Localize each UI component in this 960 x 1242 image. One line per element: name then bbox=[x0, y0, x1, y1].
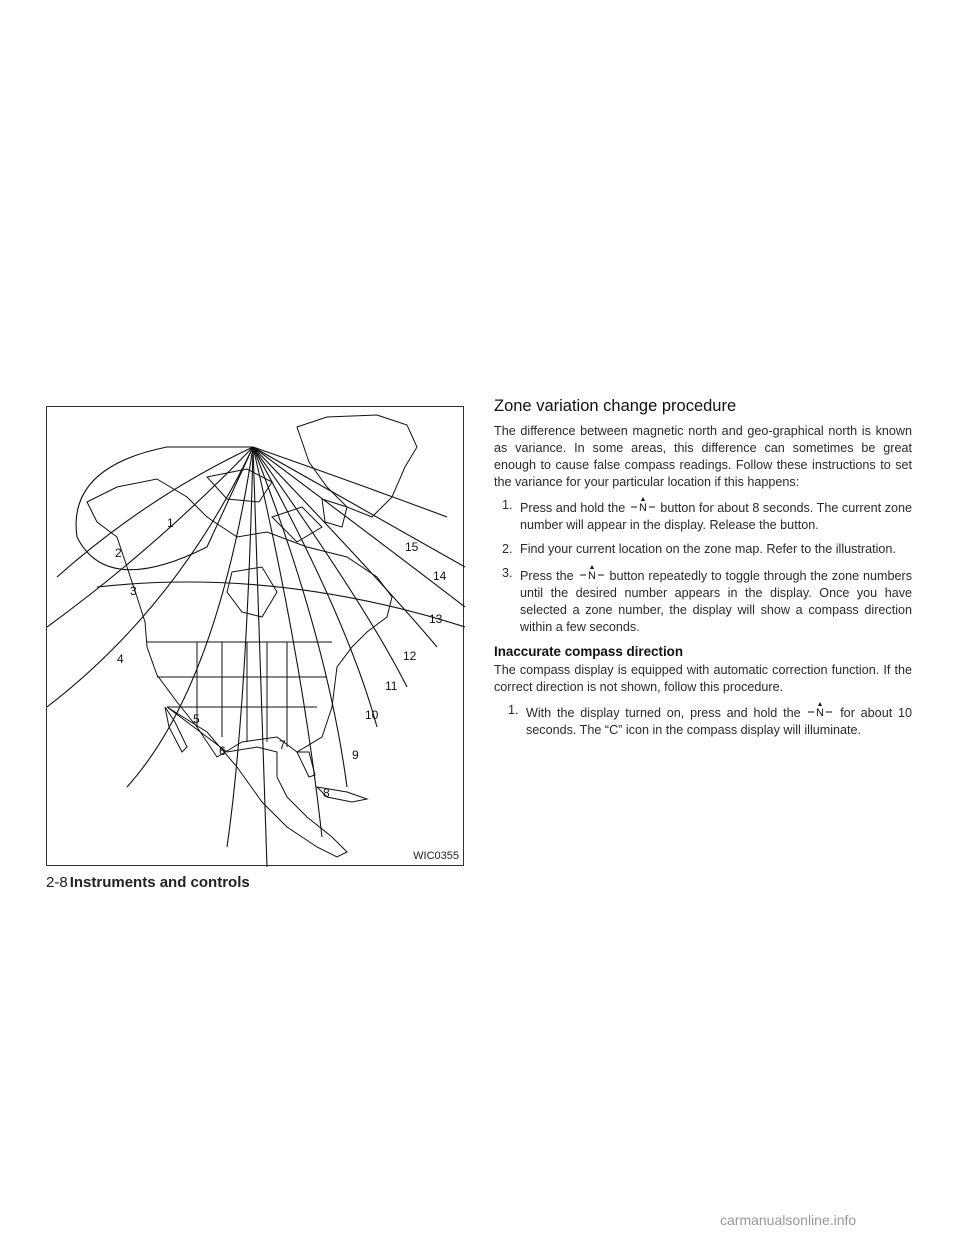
zone-label-5: 5 bbox=[193, 712, 200, 726]
zone-label-7: 7 bbox=[279, 738, 286, 752]
svg-text:N: N bbox=[816, 707, 825, 719]
compass-n-icon bbox=[629, 497, 657, 515]
section-title: Instruments and controls bbox=[69, 874, 250, 891]
step-3: 3. Press the N button repeatedly to toggle through the zone numbers until the desired number appears in the display. Once you have selected a zone number, the display will show a compass direction within a few seconds. bbox=[502, 566, 913, 634]
zone-label-11: 11 bbox=[385, 679, 398, 693]
page-footer bbox=[46, 874, 250, 891]
zone-map-illustration bbox=[47, 407, 465, 867]
zone-label-8: 8 bbox=[323, 786, 330, 800]
zone-label-6: 6 bbox=[219, 744, 226, 758]
step-1: 1. Press and hold the N button for about 8 seconds. The current zone number will appear in the display. Release the button. bbox=[502, 498, 912, 532]
zone-label-14: 14 bbox=[433, 569, 447, 583]
zone-label-1: 1 bbox=[167, 516, 174, 530]
zone-label-3: 3 bbox=[130, 584, 137, 598]
compass-n-icon bbox=[806, 702, 834, 720]
step-2: 2. Find your current location on the zone map. Refer to the illustration. bbox=[502, 542, 896, 556]
zone-label-15: 15 bbox=[405, 540, 419, 554]
correction-paragraph: The compass display is equipped with automatic correction function. If the correct direction is not shown, follow this procedure. bbox=[494, 663, 912, 694]
figure-code: WIC0355 bbox=[413, 850, 459, 862]
svg-text:N: N bbox=[638, 502, 647, 514]
zone-label-12: 12 bbox=[403, 649, 417, 663]
correction-step-1: 1. With the display turned on, press and hold the N for about 10 seconds. The “C” icon in the compass display will illuminate. bbox=[508, 703, 912, 737]
zone-map-figure bbox=[46, 406, 464, 866]
zone-label-2: 2 bbox=[115, 546, 122, 560]
page-number: 2-8 bbox=[46, 874, 68, 891]
zone-label-4: 4 bbox=[117, 652, 124, 666]
watermark: carmanualsonline.info bbox=[720, 1212, 857, 1228]
svg-text:N: N bbox=[587, 570, 596, 582]
zone-label-9: 9 bbox=[352, 748, 359, 762]
compass-n-icon bbox=[578, 565, 606, 583]
text-column bbox=[494, 398, 912, 746]
zone-label-13: 13 bbox=[429, 612, 443, 626]
correction-steps bbox=[494, 702, 912, 739]
procedure-steps bbox=[494, 497, 912, 636]
intro-paragraph: The difference between magnetic north and geo-graphical north is known as variance. In some areas, this difference can sometimes be great enough to cause false compass readings. Follow these instructions to set the variance for your particular location if this happens: bbox=[494, 424, 912, 489]
subheading: Inaccurate compass direction bbox=[494, 644, 684, 659]
section-heading: Zone variation change procedure bbox=[494, 397, 737, 415]
zone-label-10: 10 bbox=[365, 708, 379, 722]
